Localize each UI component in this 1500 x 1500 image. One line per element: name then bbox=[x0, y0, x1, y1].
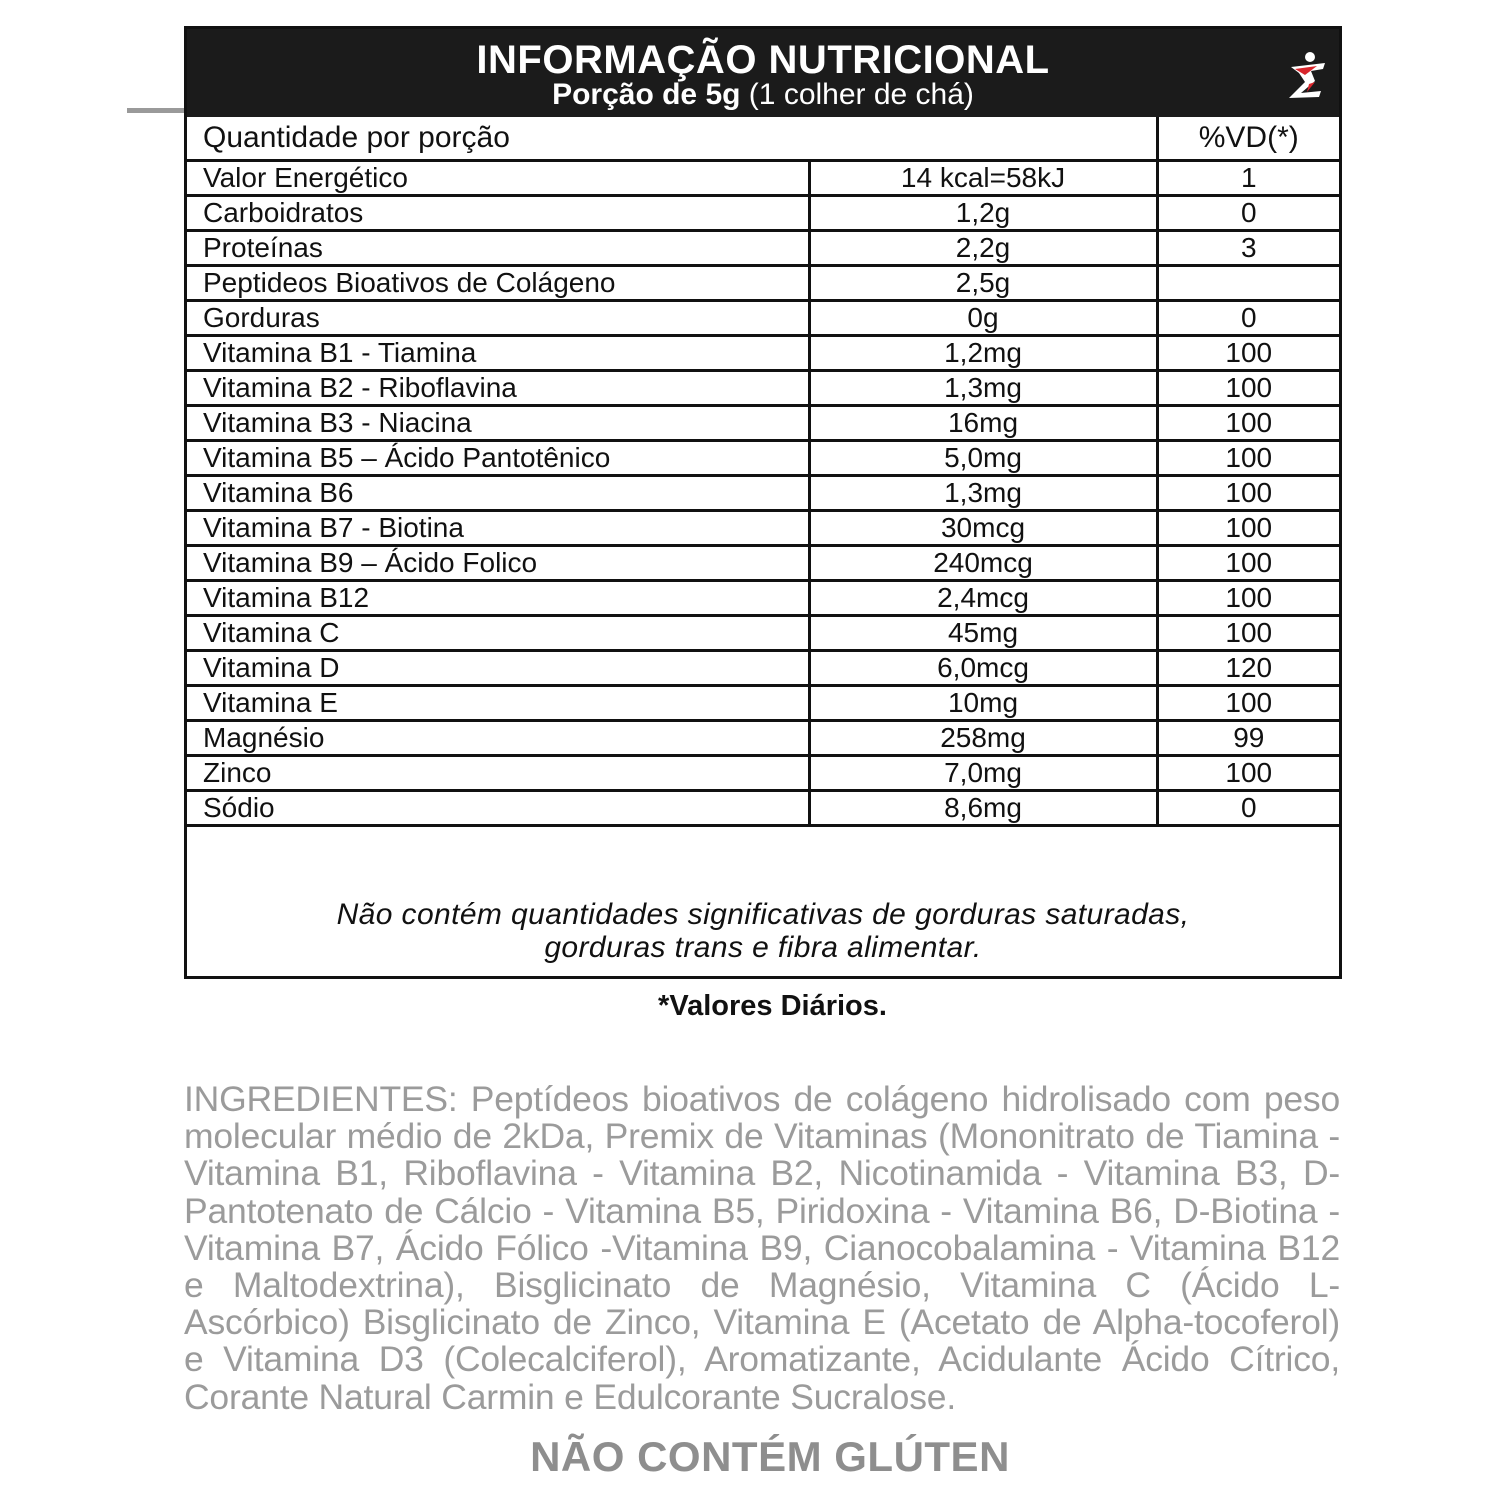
nutrition-facts-label bbox=[184, 26, 1342, 979]
nutrient-name: Gorduras bbox=[187, 301, 809, 336]
nutrient-daily-value: 100 bbox=[1157, 511, 1339, 546]
nutrient-amount: 0g bbox=[809, 301, 1157, 336]
serving-size-bold: Porção de 5g bbox=[552, 78, 741, 111]
label-header bbox=[187, 29, 1339, 117]
nutrient-amount: 30mcg bbox=[809, 511, 1157, 546]
nutrient-daily-value: 3 bbox=[1157, 231, 1339, 266]
nutrient-amount: 1,3mg bbox=[809, 371, 1157, 406]
footnote-line-2: gorduras trans e fibra alimentar. bbox=[544, 931, 982, 964]
nutrient-name: Zinco bbox=[187, 756, 809, 791]
nutrient-daily-value: 100 bbox=[1157, 371, 1339, 406]
nutrient-amount: 5,0mg bbox=[809, 441, 1157, 476]
nutrient-daily-value: 0 bbox=[1157, 301, 1339, 336]
table-row bbox=[187, 721, 1339, 756]
table-row bbox=[187, 511, 1339, 546]
nutrient-daily-value: 100 bbox=[1157, 476, 1339, 511]
nutrient-amount: 1,2mg bbox=[809, 336, 1157, 371]
nutrient-name: Vitamina E bbox=[187, 686, 809, 721]
nutrient-name: Vitamina D bbox=[187, 651, 809, 686]
serving-size bbox=[187, 79, 1339, 111]
nutrient-amount: 2,2g bbox=[809, 231, 1157, 266]
nutrient-name: Vitamina B12 bbox=[187, 581, 809, 616]
table-row bbox=[187, 686, 1339, 721]
nutrient-amount: 2,5g bbox=[809, 266, 1157, 301]
nutrient-name: Vitamina C bbox=[187, 616, 809, 651]
table-row bbox=[187, 651, 1339, 686]
header-quantity-per-serving: Quantidade por porção bbox=[187, 117, 1157, 161]
nutrient-amount: 1,2g bbox=[809, 196, 1157, 231]
nutrient-amount: 45mg bbox=[809, 616, 1157, 651]
nutrient-name: Carboidratos bbox=[187, 196, 809, 231]
table-row bbox=[187, 406, 1339, 441]
running-figure-logo-icon bbox=[1285, 51, 1331, 99]
nutrient-daily-value: 120 bbox=[1157, 651, 1339, 686]
nutrient-daily-value: 100 bbox=[1157, 336, 1339, 371]
table-header-row bbox=[187, 117, 1339, 161]
nutrient-daily-value: 0 bbox=[1157, 791, 1339, 826]
nutrient-daily-value: 100 bbox=[1157, 441, 1339, 476]
table-row bbox=[187, 266, 1339, 301]
table-row bbox=[187, 371, 1339, 406]
table-row bbox=[187, 196, 1339, 231]
nutrient-amount: 8,6mg bbox=[809, 791, 1157, 826]
nutrient-daily-value: 100 bbox=[1157, 686, 1339, 721]
header-daily-value: %VD(*) bbox=[1157, 117, 1339, 161]
nutrient-daily-value: 100 bbox=[1157, 581, 1339, 616]
nutrient-amount: 2,4mcg bbox=[809, 581, 1157, 616]
nutrient-daily-value: 100 bbox=[1157, 616, 1339, 651]
nutrient-daily-value: 100 bbox=[1157, 546, 1339, 581]
nutrient-daily-value: 0 bbox=[1157, 196, 1339, 231]
nutrient-amount: 1,3mg bbox=[809, 476, 1157, 511]
gluten-notice: NÃO CONTÉM GLÚTEN bbox=[530, 1433, 1010, 1480]
table-row bbox=[187, 616, 1339, 651]
decorative-tab bbox=[127, 108, 185, 113]
nutrient-daily-value: 99 bbox=[1157, 721, 1339, 756]
nutrient-amount: 14 kcal=58kJ bbox=[809, 161, 1157, 196]
nutrient-name: Vitamina B5 – Ácido Pantotênico bbox=[187, 441, 809, 476]
nutrient-name: Proteínas bbox=[187, 231, 809, 266]
footnote-line-1: Não contém quantidades significativas de gorduras saturadas, bbox=[336, 898, 1190, 931]
nutrient-amount: 258mg bbox=[809, 721, 1157, 756]
table-row bbox=[187, 441, 1339, 476]
nutrient-name: Vitamina B1 - Tiamina bbox=[187, 336, 809, 371]
table-row bbox=[187, 231, 1339, 266]
nutrient-amount: 10mg bbox=[809, 686, 1157, 721]
label-footnote bbox=[187, 898, 1339, 964]
nutrient-amount: 240mcg bbox=[809, 546, 1157, 581]
nutrient-daily-value: 100 bbox=[1157, 406, 1339, 441]
nutrient-name: Vitamina B2 - Riboflavina bbox=[187, 371, 809, 406]
daily-values-note: *Valores Diários. bbox=[658, 990, 887, 1022]
nutrition-table bbox=[187, 117, 1339, 827]
label-title: INFORMAÇÃO NUTRICIONAL bbox=[476, 38, 1050, 82]
serving-size-rest: (1 colher de chá) bbox=[740, 78, 974, 111]
nutrient-daily-value: 1 bbox=[1157, 161, 1339, 196]
table-row bbox=[187, 791, 1339, 826]
nutrient-name: Vitamina B3 - Niacina bbox=[187, 406, 809, 441]
nutrient-name: Vitamina B7 - Biotina bbox=[187, 511, 809, 546]
table-row bbox=[187, 756, 1339, 791]
table-row bbox=[187, 161, 1339, 196]
nutrient-daily-value: 100 bbox=[1157, 756, 1339, 791]
nutrient-name: Valor Energético bbox=[187, 161, 809, 196]
nutrient-name: Sódio bbox=[187, 791, 809, 826]
table-row bbox=[187, 581, 1339, 616]
nutrient-amount: 6,0mcg bbox=[809, 651, 1157, 686]
ingredients-text: INGREDIENTES: Peptídeos bioativos de colágeno hidrolisado com peso molecular médio de 2kDa, Premix de Vitaminas (Mononitrato de Tiamina - Vitamina B1, Riboflavina - Vitamina B2, Nicotinamida - Vitamina B3, D-Pantotenato de Cálcio - Vitamina B5, Piridoxina - Vitamina B6, D-Biotina - Vitamina B7, Ácido Fólico -Vitamina B9, Cianocobalamina - Vitamina B12 e Maltodextrina), Bisglicinato de Magnésio, Vitamina C (Ácido L-Ascórbico) Bisglicinato de Zinco, Vitamina E (Acetato de Alpha-tocoferol) e Vitamina D3 (Colecalciferol), Aromatizante, Acidulante Ácido Cítrico, Corante Natural Carmin e Edulcorante Sucralose. bbox=[184, 1079, 1340, 1417]
nutrient-name: Vitamina B9 – Ácido Folico bbox=[187, 546, 809, 581]
table-row bbox=[187, 301, 1339, 336]
table-row bbox=[187, 336, 1339, 371]
nutrient-amount: 7,0mg bbox=[809, 756, 1157, 791]
table-row bbox=[187, 546, 1339, 581]
nutrient-name: Vitamina B6 bbox=[187, 476, 809, 511]
nutrient-name: Peptideos Bioativos de Colágeno bbox=[187, 266, 809, 301]
nutrient-daily-value bbox=[1157, 266, 1339, 301]
table-row bbox=[187, 476, 1339, 511]
nutrient-name: Magnésio bbox=[187, 721, 809, 756]
nutrient-amount: 16mg bbox=[809, 406, 1157, 441]
